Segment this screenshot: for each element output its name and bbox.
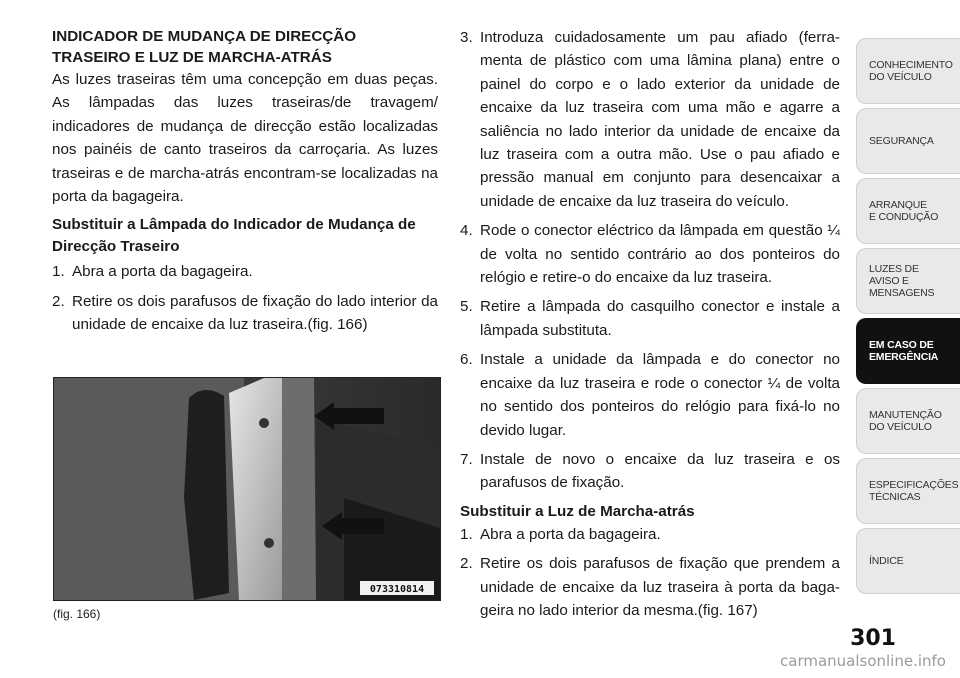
list-item: 4. Rode o conector eléctrico da lâmpada em questão ¼ de volta no sentido contrário ao dos ponteiros do relógio e retire-o do encaixe da luz traseira. — [460, 222, 840, 287]
tab-especificacoes-tecnicas[interactable]: ESPECIFICAÇÕES TÉCNICAS — [856, 458, 960, 524]
figure-code: 073310814 — [369, 584, 425, 595]
chapter-tabs — [856, 38, 960, 598]
subheading-turn-signal: Substituir a Lâmpada do Indicador de Mudança de Direcção Traseiro — [52, 216, 416, 256]
steps-reverse — [460, 523, 840, 623]
list-item: 2. Retire os dois parafusos de fixação do lado interior da unidade de encaixe da luz traseira.(fig. 166) — [52, 292, 438, 334]
tab-seguranca[interactable]: SEGURANÇA — [856, 108, 960, 174]
list-item: 6. Instale a unidade da lâmpada e do conector no encaixe da luz traseira e rode o conector ¼ de volta no sentido dos ponteiros do relógio para fixá-lo no devido lugar. — [460, 351, 840, 439]
tab-luzes-de-aviso[interactable]: LUZES DE AVISO E MENSAGENS — [856, 248, 960, 314]
page-number: 301 — [850, 626, 896, 651]
list-item: 1. Abra a porta da bagageira. — [460, 525, 661, 543]
tail-light-photo — [54, 378, 440, 600]
steps-right — [460, 26, 840, 495]
list-item: 7. Instale de novo o encaixe da luz traseira e os parafusos de fixação. — [460, 450, 840, 492]
figure-166-photo — [53, 377, 441, 601]
list-item: 1. Abra a porta da bagageira. — [52, 263, 253, 281]
subheading-reverse-light: Substituir a Luz de Marcha-atrás — [460, 502, 695, 520]
list-item: 3. Introduza cuidadosamente um pau afiado (ferra-menta de plástico com uma lâmina plana) entre o painel do corpo e o lado exterior da unidade de encaixe da luz traseira com uma mão e agarre a saliência no lado interior da unidade de encaixe da luz traseira com a outra mão. Use o pau afiado e pressão manual em conjunto para desencaixar a unidade de encaixe da luz traseira do veículo. — [460, 29, 840, 210]
figure-caption: (fig. 166) — [53, 607, 101, 621]
tab-conhecimento-do-veiculo[interactable]: CONHECIMENTO DO VEÍCULO — [856, 38, 960, 104]
section-heading: INDICADOR DE MUDANÇA DE DIRECÇÃO TRASEIRO E LUZ DE MARCHA-ATRÁS — [52, 28, 357, 66]
watermark: carmanualsonline.info — [780, 652, 946, 670]
tab-arranque-e-conducao[interactable]: ARRANQUE E CONDUÇÃO — [856, 178, 960, 244]
steps-left — [52, 260, 438, 336]
left-column — [52, 26, 438, 343]
tab-indice[interactable]: ÍNDICE — [856, 528, 960, 594]
tab-manutencao-do-veiculo[interactable]: MANUTENÇÃO DO VEÍCULO — [856, 388, 960, 454]
right-column — [460, 26, 840, 628]
list-item: 5. Retire a lâmpada do casquilho conector e instale a lâmpada substituta. — [460, 298, 840, 339]
list-item: 2. Retire os dois parafusos de fixação que prendem a unidade de encaixe da luz traseira à porta da baga-geira no lado interior da mesma.(fig. 167) — [460, 555, 840, 619]
intro-paragraph: As luzes traseiras têm uma concepção em duas peças. As lâmpadas das luzes traseiras/de travagem/ indicadores de mudança de direcção estão localizadas nos painéis de canto traseiros da carroçaria. As luzes traseiras e de marcha-atrás encontram-se localizadas na porta da bagageira. — [52, 71, 438, 206]
tab-em-caso-de-emergencia[interactable]: EM CASO DE EMERGÊNCIA — [856, 318, 960, 384]
